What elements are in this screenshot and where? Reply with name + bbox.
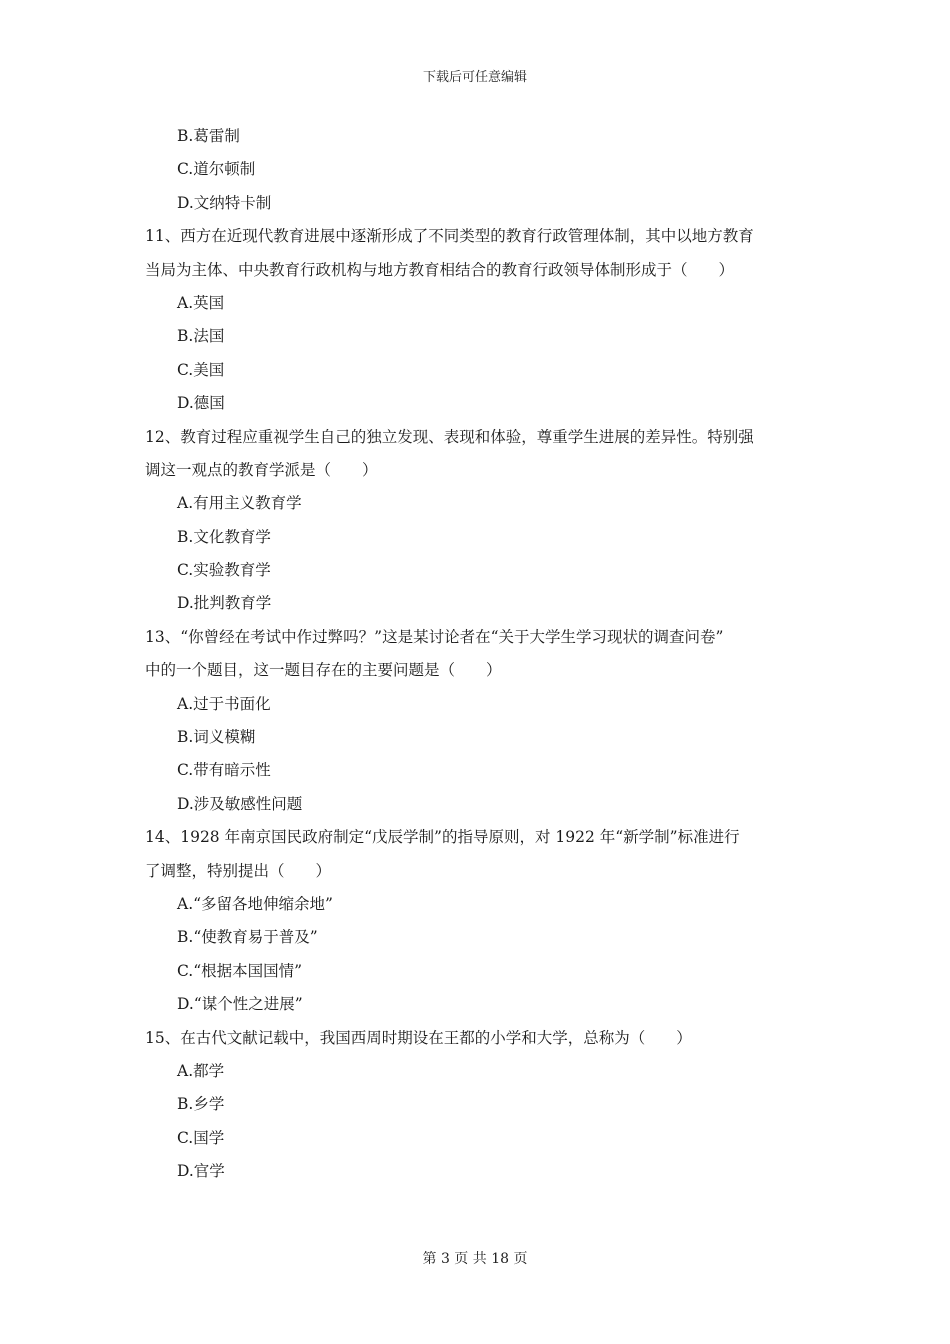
answer-option: B.法国 (177, 327, 225, 346)
answer-option: A.过于书面化 (177, 694, 271, 713)
question-text: 14、1928 年南京国民政府制定“戊辰学制”的指导原则，对 1922 年“新学制”标准进行 (145, 828, 740, 847)
answer-option: C.国学 (177, 1128, 225, 1147)
answer-option: C.带有暗示性 (177, 761, 271, 780)
answer-option: A.有用主义教育学 (177, 494, 302, 513)
answer-option: C.美国 (177, 360, 225, 379)
answer-option: D.涉及敏感性问题 (177, 794, 303, 813)
answer-option: B.“使教育易于普及” (177, 928, 318, 947)
page-header: 下载后可任意编辑 (422, 70, 527, 85)
answer-option: D.文纳特卡制 (177, 193, 272, 212)
answer-option: B.乡学 (177, 1095, 225, 1114)
question-text: 中的一个题目，这一题目存在的主要问题是（ ） (145, 661, 502, 680)
answer-option: B.葛雷制 (177, 127, 240, 145)
document-body (145, 120, 815, 1189)
question-text: 了调整，特别提出（ ） (145, 861, 332, 880)
answer-option: D.批判教育学 (177, 594, 272, 613)
question-text: 当局为主体、中央教育行政机构与地方教育相结合的教育行政领导体制形成于（ ） (145, 260, 735, 279)
answer-option: B.词义模糊 (177, 728, 256, 747)
answer-option: C.实验教育学 (177, 561, 271, 580)
answer-option: A.都学 (177, 1061, 225, 1080)
answer-option: D.“谋个性之进展” (177, 995, 303, 1014)
answer-option: A.英国 (177, 293, 225, 312)
question-text: 调这一观点的教育学派是（ ） (145, 460, 378, 479)
answer-option: D.官学 (177, 1162, 225, 1181)
question-text: 11、西方在近现代教育进展中逐渐形成了不同类型的教育行政管理体制，其中以地方教育 (145, 227, 754, 246)
answer-option: D.德国 (177, 394, 225, 413)
page-footer: 第 3 页 共 18 页 (422, 1251, 528, 1267)
question-text: 13、“你曾经在考试中作过弊吗？”这是某讨论者在“关于大学生学习现状的调查问卷” (145, 627, 724, 646)
answer-option: C.“根据本国国情” (177, 961, 303, 980)
answer-option: C.道尔顿制 (177, 160, 256, 179)
answer-option: B.文化教育学 (177, 527, 271, 546)
answer-option: A.“多留各地伸缩余地” (177, 894, 333, 913)
question-text: 12、教育过程应重视学生自己的独立发现、表现和体验，尊重学生进展的差异性。特别强 (145, 427, 754, 446)
question-text: 15、在古代文献记载中，我国西周时期设在王都的小学和大学，总称为（ ） (145, 1028, 692, 1047)
